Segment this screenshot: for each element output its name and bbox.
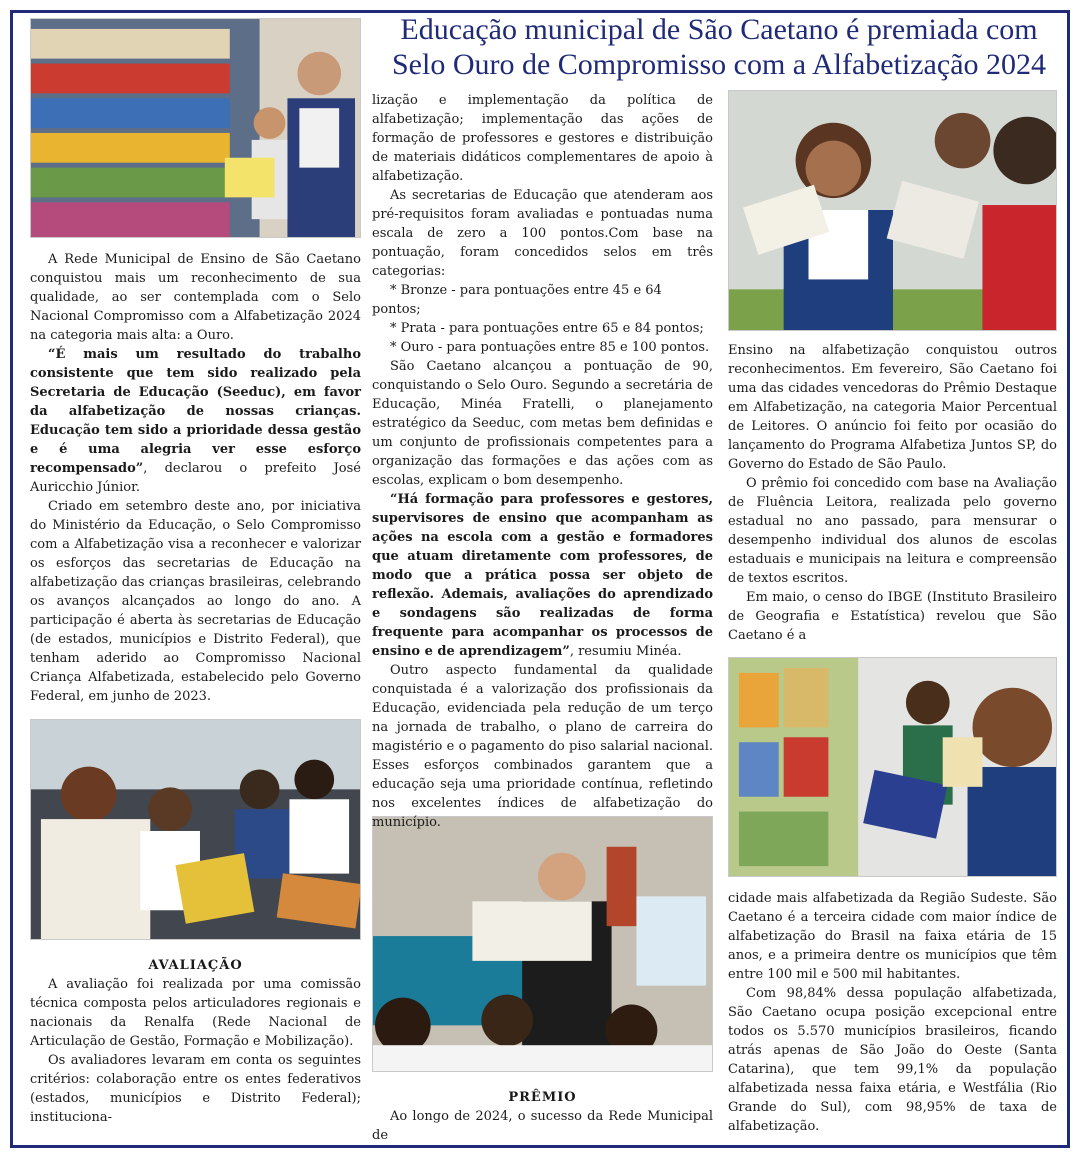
paragraph-sudeste: cidade mais alfabetizada da Região Sudeste. São Caetano é a terceira cidade com maior índice de alfabetização do Brasil na faixa etária de 15 anos, e a primeira dentre os municípios que têm entre 100 mil e 500 mil habitantes. [728, 891, 1057, 982]
article-title: Educação municipal de São Caetano é premiada com Selo Ouro de Compromisso com a Alfabetização 2024 [391, 13, 1047, 81]
paragraph-avaliacao: A avaliação foi realizada por uma comissão técnica composta pelos articuladores regionais e nacionais da Renalfa (Rede Nacional de Articulação de Gestão, Formação e Mobilização). [30, 977, 361, 1049]
column-2-bottom [372, 1088, 713, 1145]
column-3-top [728, 341, 1057, 645]
heading-avaliacao: AVALIAÇÃO [148, 958, 243, 973]
column-1-top [30, 250, 361, 706]
paragraph-criterios: Os avaliadores levaram em conta os seguintes critérios: colaboração entre os entes federativos (estados, municípios e Distrito Federal); instituciona- [30, 1053, 361, 1125]
photo-girls-book-shelf [728, 657, 1057, 877]
column-2-top [372, 91, 713, 832]
list-item-ouro: * Ouro - para pontuações entre 85 e 100 pontos. [390, 340, 710, 355]
paragraph-continuation: lização e implementação da política de alfabetização; implementação das ações de formação de professores e gestores e distribuição de materiais didáticos complementares de apoio à alfabetização. [372, 93, 713, 184]
column-3-bottom [728, 889, 1057, 1136]
paragraph-ibge: Em maio, o censo do IBGE (Instituto Brasileiro de Geografia e Estatística) revelou que São Caetano é a [728, 590, 1057, 643]
secretary-quote: “Há formação para professores e gestores, supervisores de ensino que acompanham as ações na escola com a gestão e formadores que atuam diretamente com professores, de modo que a prática possa ser objeto de reflexão. Ademais, avaliações do aprendizado e sondagens são realizadas de forma frequente para acompanhar os processos de ensino e de aprendizagem” [372, 492, 713, 659]
secretary-quote-attribution: , resumiu Minéa. [569, 644, 682, 659]
heading-premio: PRÊMIO [508, 1090, 577, 1105]
paragraph-intro: A Rede Municipal de Ensino de São Caetano conquistou mais um reconhecimento de sua qualidade, ao ser contemplada com o Selo Nacional Compromisso com a Alfabetização 2024 na categoria mais alta: a Ouro. [30, 252, 361, 343]
paragraph-reconhecimentos: Ensino na alfabetização conquistou outros reconhecimentos. Em fevereiro, São Caetano foi uma das cidades vencedoras do Prêmio Destaque em Alfabetização, na categoria Maior Percentual de Leitores. O anúncio foi feito por ocasião do lançamento do Programa Alfabetiza Juntos SP, do Governo do Estado de São Paulo. [728, 343, 1057, 472]
column-1-bottom [30, 956, 361, 1127]
paragraph-mayor-quote [30, 345, 361, 497]
paragraph-secretarias: As secretarias de Educação que atenderam aos pré-requisitos foram avaliadas e pontuadas numa escala de zero a 100 pontos.Com base na pontuação, foram concedidos selos em três categorias: [372, 188, 713, 279]
photo-girl-reading [728, 90, 1057, 331]
paragraph-pontuacao: São Caetano alcançou a pontuação de 90, conquistando o Selo Ouro. Segundo a secretária de Educação, Minéa Fratelli, o planejamento estratégico da Seeduc, com metas bem definidas e um conjunto de profissionais competentes para a organização das formações e das ações com as escolas, explicam o bom desempenho. [372, 359, 713, 488]
paragraph-ranking: Com 98,84% dessa população alfabetizada, São Caetano ocupa posição excepcional entre todos os 5.570 municípios brasileiros, ficando atrás apenas de São João do Oeste (Santa Catarina), que tem 99,1% da população alfabetizada nessa faixa etária, e Westfália (Rio Grande do Sul), com 98,95% de taxa de alfabetização. [728, 986, 1057, 1134]
mayor-quote: “É mais um resultado do trabalho consistente que tem sido realizado pela Secretaria de Educação (Seeduc), em favor da alfabetização de nossas crianças. Educação tem sido a prioridade dessa gestão e é uma alegria ver esse esforço recompensado” [30, 347, 361, 476]
paragraph-fluencia: O prêmio foi concedido com base na Avaliação de Fluência Leitora, realizada pelo governo estadual no ano passado, para mensurar o desempenho individual dos alunos de escolas estaduais e municipais na leitura e compreensão de textos escritos. [728, 476, 1057, 586]
paragraph-secretary-quote [372, 490, 713, 661]
photo-children-bookshelf [30, 18, 361, 238]
paragraph-premio-start: Ao longo de 2024, o sucesso da Rede Municipal de [372, 1109, 713, 1143]
list-item-prata: * Prata - para pontuações entre 65 e 84 pontos; [390, 321, 704, 336]
paragraph-valorizacao: Outro aspecto fundamental da qualidade conquistada é a valorização dos profissionais da Educação, evidenciada pela redução de um terço na jornada de trabalho, o plano de carreira do magistério e o pagamento do piso salarial nacional. Esses esforços combinados garantem que a educação seja uma prioridade contínua, refletindo nos excelentes índices de alfabetização do município. [372, 663, 713, 830]
paragraph-selo-creation: Criado em setembro deste ano, por iniciativa do Ministério da Educação, o Selo Compromisso com a Alfabetização visa a reconhecer e valorizar os esforços das secretarias de Educação na alfabetização das crianças brasileiras, celebrando os avanços alcançados ao longo do ano. A participação é aberta às secretarias de Educação (de estados, municípios e Distrito Federal), que tenham aderido ao Compromisso Nacional Criança Alfabetizada, estabelecido pelo Governo Federal, em junho de 2023. [30, 499, 361, 704]
mayor-quote-attribution: , declarou o prefeito José Auricchio Júnior. [30, 461, 361, 495]
photo-teacher-children [30, 719, 361, 940]
photo-storytelling-puppet [372, 816, 713, 1072]
list-item-bronze: * Bronze - para pontuações entre 45 e 64 pontos; [372, 283, 662, 317]
